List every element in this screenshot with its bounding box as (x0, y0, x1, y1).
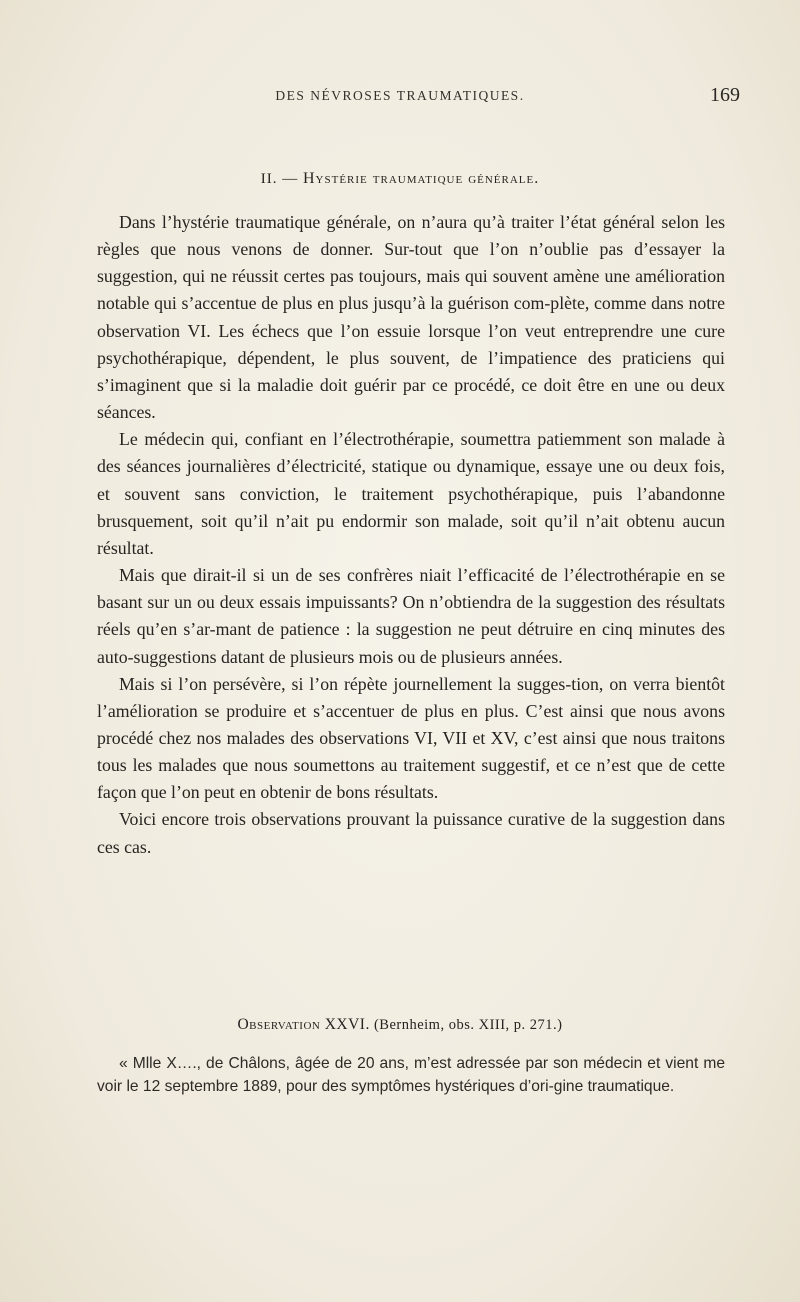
section-heading (60, 170, 740, 188)
paragraph: Mais si l’on persévère, si l’on répète journellement la sugges-tion, on verra bientôt l’amélioration se produire et s’accentuer de plus en plus. C’est ainsi que nous avons procédé chez nos malades des observations VI, VII et XV, c’est ainsi que nous traitons tous les malades que nous soumettons au traitement suggestif, et ce n’est que de cette façon que l’on peut en obtenir de bons résultats. (97, 673, 725, 803)
observation-heading (60, 1016, 740, 1034)
paragraph: Dans l’hystérie traumatique générale, on n’aura qu’à traiter l’état général selon les règles que nous venons de donner. Sur-tout que l’on n’oublie pas d’essayer la suggestion, qui ne réussit certes pas toujours, mais qui souvent amène une amélioration notable qui s’accentue de plus en plus jusqu’à la guérison com-plète, comme dans notre observation VI. Les échecs que l’on essuie lorsque l’on veut entreprendre une cure psychothérapique, dépendent, le plus souvent, de l’impatience des praticiens qui s’imaginent que si la maladie doit guérir par ce procédé, ce doit être en une ou deux séances. (97, 212, 725, 423)
page-number: 169 (710, 84, 740, 106)
observation-source: (Bernheim, obs. XIII, p. 271.) (373, 1017, 563, 1033)
section-number: II. — (260, 171, 299, 187)
running-title: DES NÉVROSES TRAUMATIQUES. (275, 88, 525, 103)
paragraph: Le médecin qui, confiant en l’électrothérapie, soumettra patiemment son malade à des séances journalières d’électricité, statique ou dynamique, essaye une ou deux fois, et souvent sans conviction, le traitement psychothérapique, puis l’abandonne brusquement, soit qu’il n’ait pu endormir son malade, soit qu’il n’ait obtenu aucun résultat. (97, 429, 725, 558)
quote-paragraph: « Mlle X…., de Châlons, âgée de 20 ans, m’est adressée par son médecin et vient me voir le 12 septembre 1889, pour des symptômes hystériques d’ori-gine traumatique. (97, 1055, 725, 1095)
observation-quote (97, 1053, 725, 1098)
observation-label: Observation XXVI. (237, 1016, 370, 1033)
paragraph: Voici encore trois observations prouvant la puissance curative de la suggestion dans ces cas. (97, 809, 725, 857)
running-head (60, 84, 740, 114)
paragraph: Mais que dirait-il si un de ses confrères niait l’efficacité de l’électrothérapie en se basant sur un ou deux essais impuissants? On n’obtiendra de la suggestion des résultats réels qu’en s’ar-mant de patience : la suggestion ne peut détruire en cinq minutes des auto-suggestions datant de plusieurs mois ou de plusieurs années. (97, 565, 725, 667)
section-title: Hystérie traumatique générale. (302, 170, 540, 187)
body-text (97, 209, 725, 861)
